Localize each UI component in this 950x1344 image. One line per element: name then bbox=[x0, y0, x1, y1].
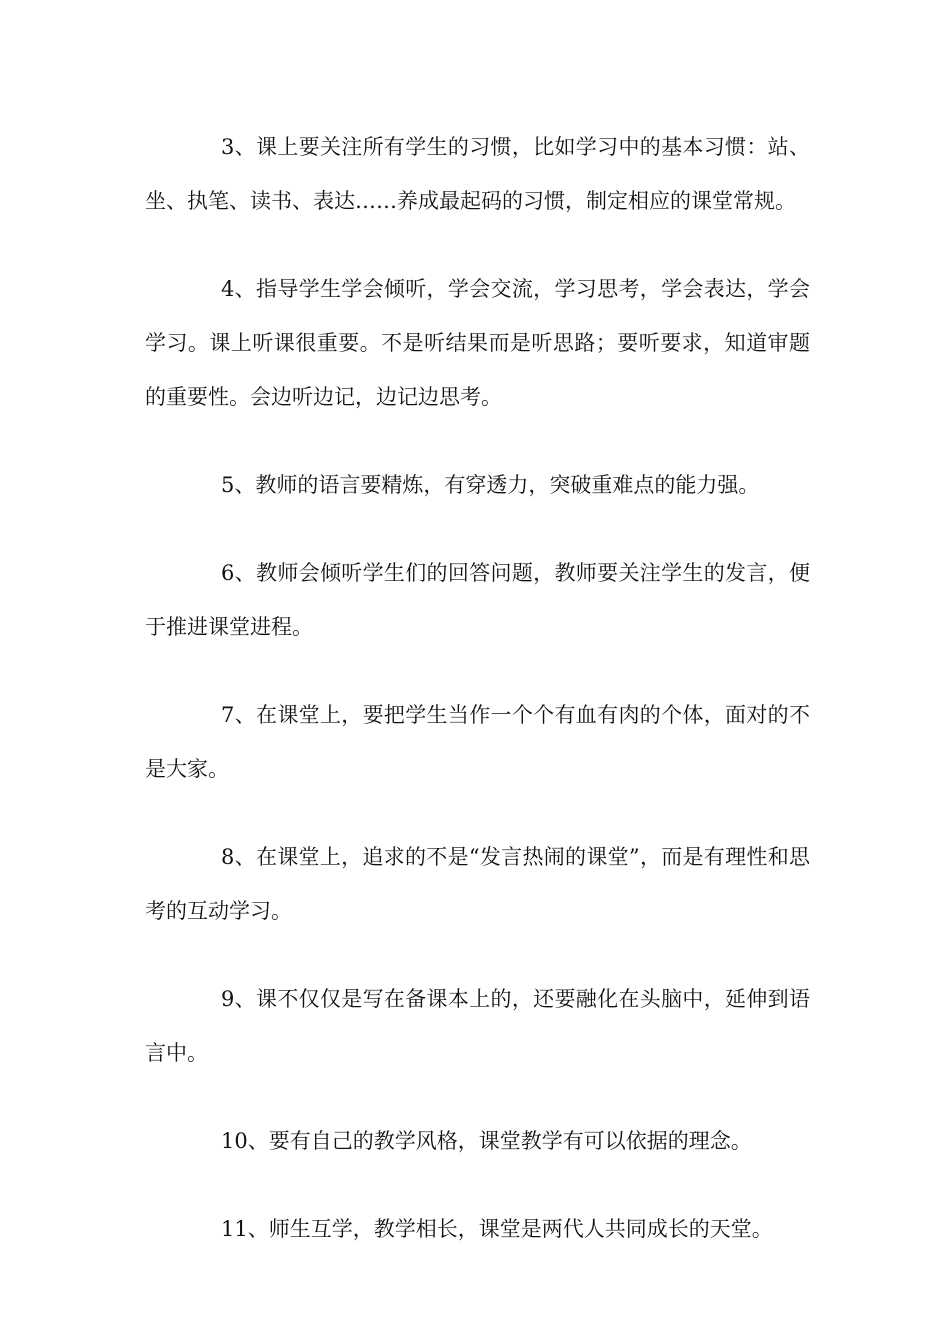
paragraph-8: 8、在课堂上，追求的不是“发言热闹的课堂”，而是有理性和思考的互动学习。 bbox=[145, 845, 810, 923]
paragraph-9: 9、课不仅仅是写在备课本上的，还要融化在头脑中，延伸到语言中。 bbox=[145, 987, 810, 1065]
paragraph-5: 5、教师的语言要精炼，有穿透力，突破重难点的能力强。 bbox=[221, 473, 760, 497]
paragraph-3: 3、课上要关注所有学生的习惯，比如学习中的基本习惯：站、坐、执笔、读书、表达……养成最起码的习惯，制定相应的课堂常规。 bbox=[145, 135, 810, 213]
paragraph-6: 6、教师会倾听学生们的回答问题，教师要关注学生的发言，便于推进课堂进程。 bbox=[145, 561, 810, 639]
paragraph-4: 4、指导学生学会倾听，学会交流，学习思考，学会表达，学会学习。课上听课很重要。不是听结果而是听思路；要听要求，知道审题的重要性。会边听边记，边记边思考。 bbox=[145, 277, 810, 409]
paragraph-11: 11、师生互学，教学相长，课堂是两代人共同成长的天堂。 bbox=[221, 1217, 773, 1241]
paragraph-7: 7、在课堂上，要把学生当作一个个有血有肉的个体，面对的不是大家。 bbox=[145, 703, 810, 781]
paragraph-10: 10、要有自己的教学风格，课堂教学有可以依据的理念。 bbox=[221, 1129, 752, 1153]
document-body bbox=[145, 120, 810, 1290]
